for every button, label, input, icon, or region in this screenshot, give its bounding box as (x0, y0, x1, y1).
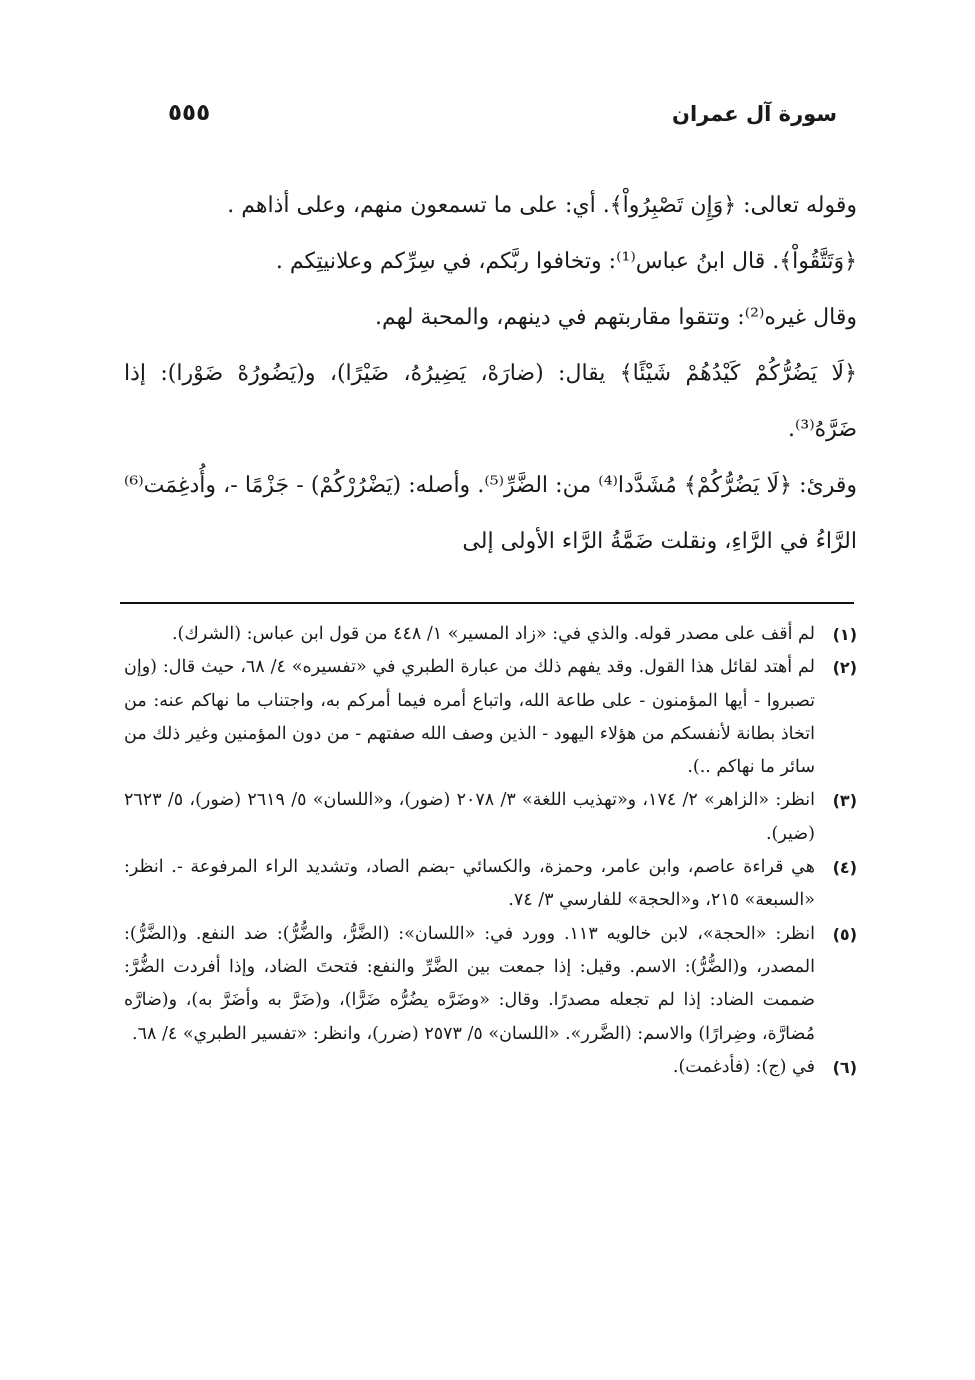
footnote-number: (٥) (832, 924, 857, 944)
footnotes (124, 618, 857, 1084)
footnote-number: (١) (832, 625, 857, 644)
footnote-number: (٣) (832, 791, 857, 811)
paragraph: وقرئ: ﴿لَا يَضُرُّكُمْ﴾ مُشَدَّدا⁽⁴⁾ من: الضَّرِّ⁽⁵⁾. وأصله: (يَضْرُرْكُمْ) - جَزْمًا -، وأُدغِمَت⁽⁶⁾ الرَّاءُ في الرَّاءِ، ونقلت ضَمَّةُ الرَّاء الأولى إلى (124, 473, 857, 554)
footnote (124, 618, 857, 651)
paragraph: وقال غيره⁽²⁾: وتتقوا مقاربتهم في دينهم، والمحبة لهم. (375, 305, 857, 330)
footnote-text: لم أهتد لقائل هذا القول. وقد يفهم ذلك من عبارة الطبري في «تفسيره» ٤/ ٦٨، حيث قال: (وإن تصبروا - أيها المؤمنون - على طاعة الله، واتباع أمره فيما أمركم به، واجتناب ما نهاكم عنه: من اتخاذ بطانة لأنفسكم من هؤلاء اليهود - الذين وصف الله صفتهم - من دون المؤمنين وغير ذلك من سائر ما نهاكم ..). (124, 657, 815, 778)
footnote-number: (٦) (832, 1057, 857, 1077)
paragraph: ﴿وَتَتَّقُواْ﴾. قال ابنُ عباس⁽¹⁾: وتخافوا ربَّكم، في سِرِّكم وعلانيتِكم . (275, 249, 857, 274)
footnote (124, 918, 857, 1051)
footnote (124, 784, 857, 851)
footnote-text: انظر: «الزاهر» ٢/ ١٧٤، و«تهذيب اللغة» ٣/ ٢٠٧٨ (ضور)، و«اللسان» ٥/ ٢٦١٩ (ضور)، ٥/ ٢٦٢٣ (ضير). (124, 790, 815, 844)
footnote-number: (٢) (832, 658, 857, 678)
footnote (124, 651, 857, 784)
footnote-number: (٤) (832, 858, 857, 878)
paragraph: وقوله تعالى: ﴿وَإِن تَصْبِرُواْ﴾. أي: على ما تسمعون منهم، وعلى أذاهم . (227, 193, 857, 218)
paragraph: ﴿لَا يَضُرُّكُمْ كَيْدُهُمْ شَيْئًا﴾ يقال: (ضارَهْ، يَضِيرُهُ، ضَيْرًا)، و(يَضُورُهْ ضَوْرا): إذا ضَرَّهُ⁽³⁾. (124, 361, 857, 442)
footnote-text: لم أقف على مصدر قوله. والذي في: «زاد المسير» ١/ ٤٤٨ من قول ابن عباس: (الشرك). (171, 624, 815, 644)
footnote-separator (120, 602, 854, 604)
footnote (124, 851, 857, 918)
footnote (124, 1051, 857, 1084)
footnote-text: هي قراءة عاصم، وابن عامر، وحمزة، والكسائي -بضم الصاد، وتشديد الراء المرفوعة -. انظر: «السبعة» ٢١٥، و«الحجة» للفارسي ٣/ ٧٤. (124, 857, 815, 911)
footnote-text: في (ج): (فأدغمت). (672, 1056, 815, 1077)
footnote-text: انظر: «الحجة»، لابن خالويه ١١٣. وورد في: «اللسان»: (الضَّرُّ، والضُّرُّ): ضد النفع. و(الضَّرُّ): المصدر، و(الضُّرُّ): الاسم. وقيل: إذا جمعت بين الضَّرِّ والنفع: فتحتَ الضاد، وإذا أفردت الضُّرَّ: ضممت الضاد: إذا لم تجعله مصدرًا. وقال: «وضَرَّه يضُرُّه ضَرًّا)، و(ضَرَّ به وأضَرَّ به)، و(ضارَّه مُضارَّة، وضِرارًا) والاسم: (الضَّرر». «اللسان» ٥/ ٢٥٧٣ (ضرر)، وانظر: «تفسير الطبري» ٤/ ٦٨. (124, 923, 815, 1044)
page-number: ٥٥٥ (168, 100, 211, 126)
main-text (124, 178, 857, 570)
running-header-title: سورة آل عمران (672, 102, 837, 126)
